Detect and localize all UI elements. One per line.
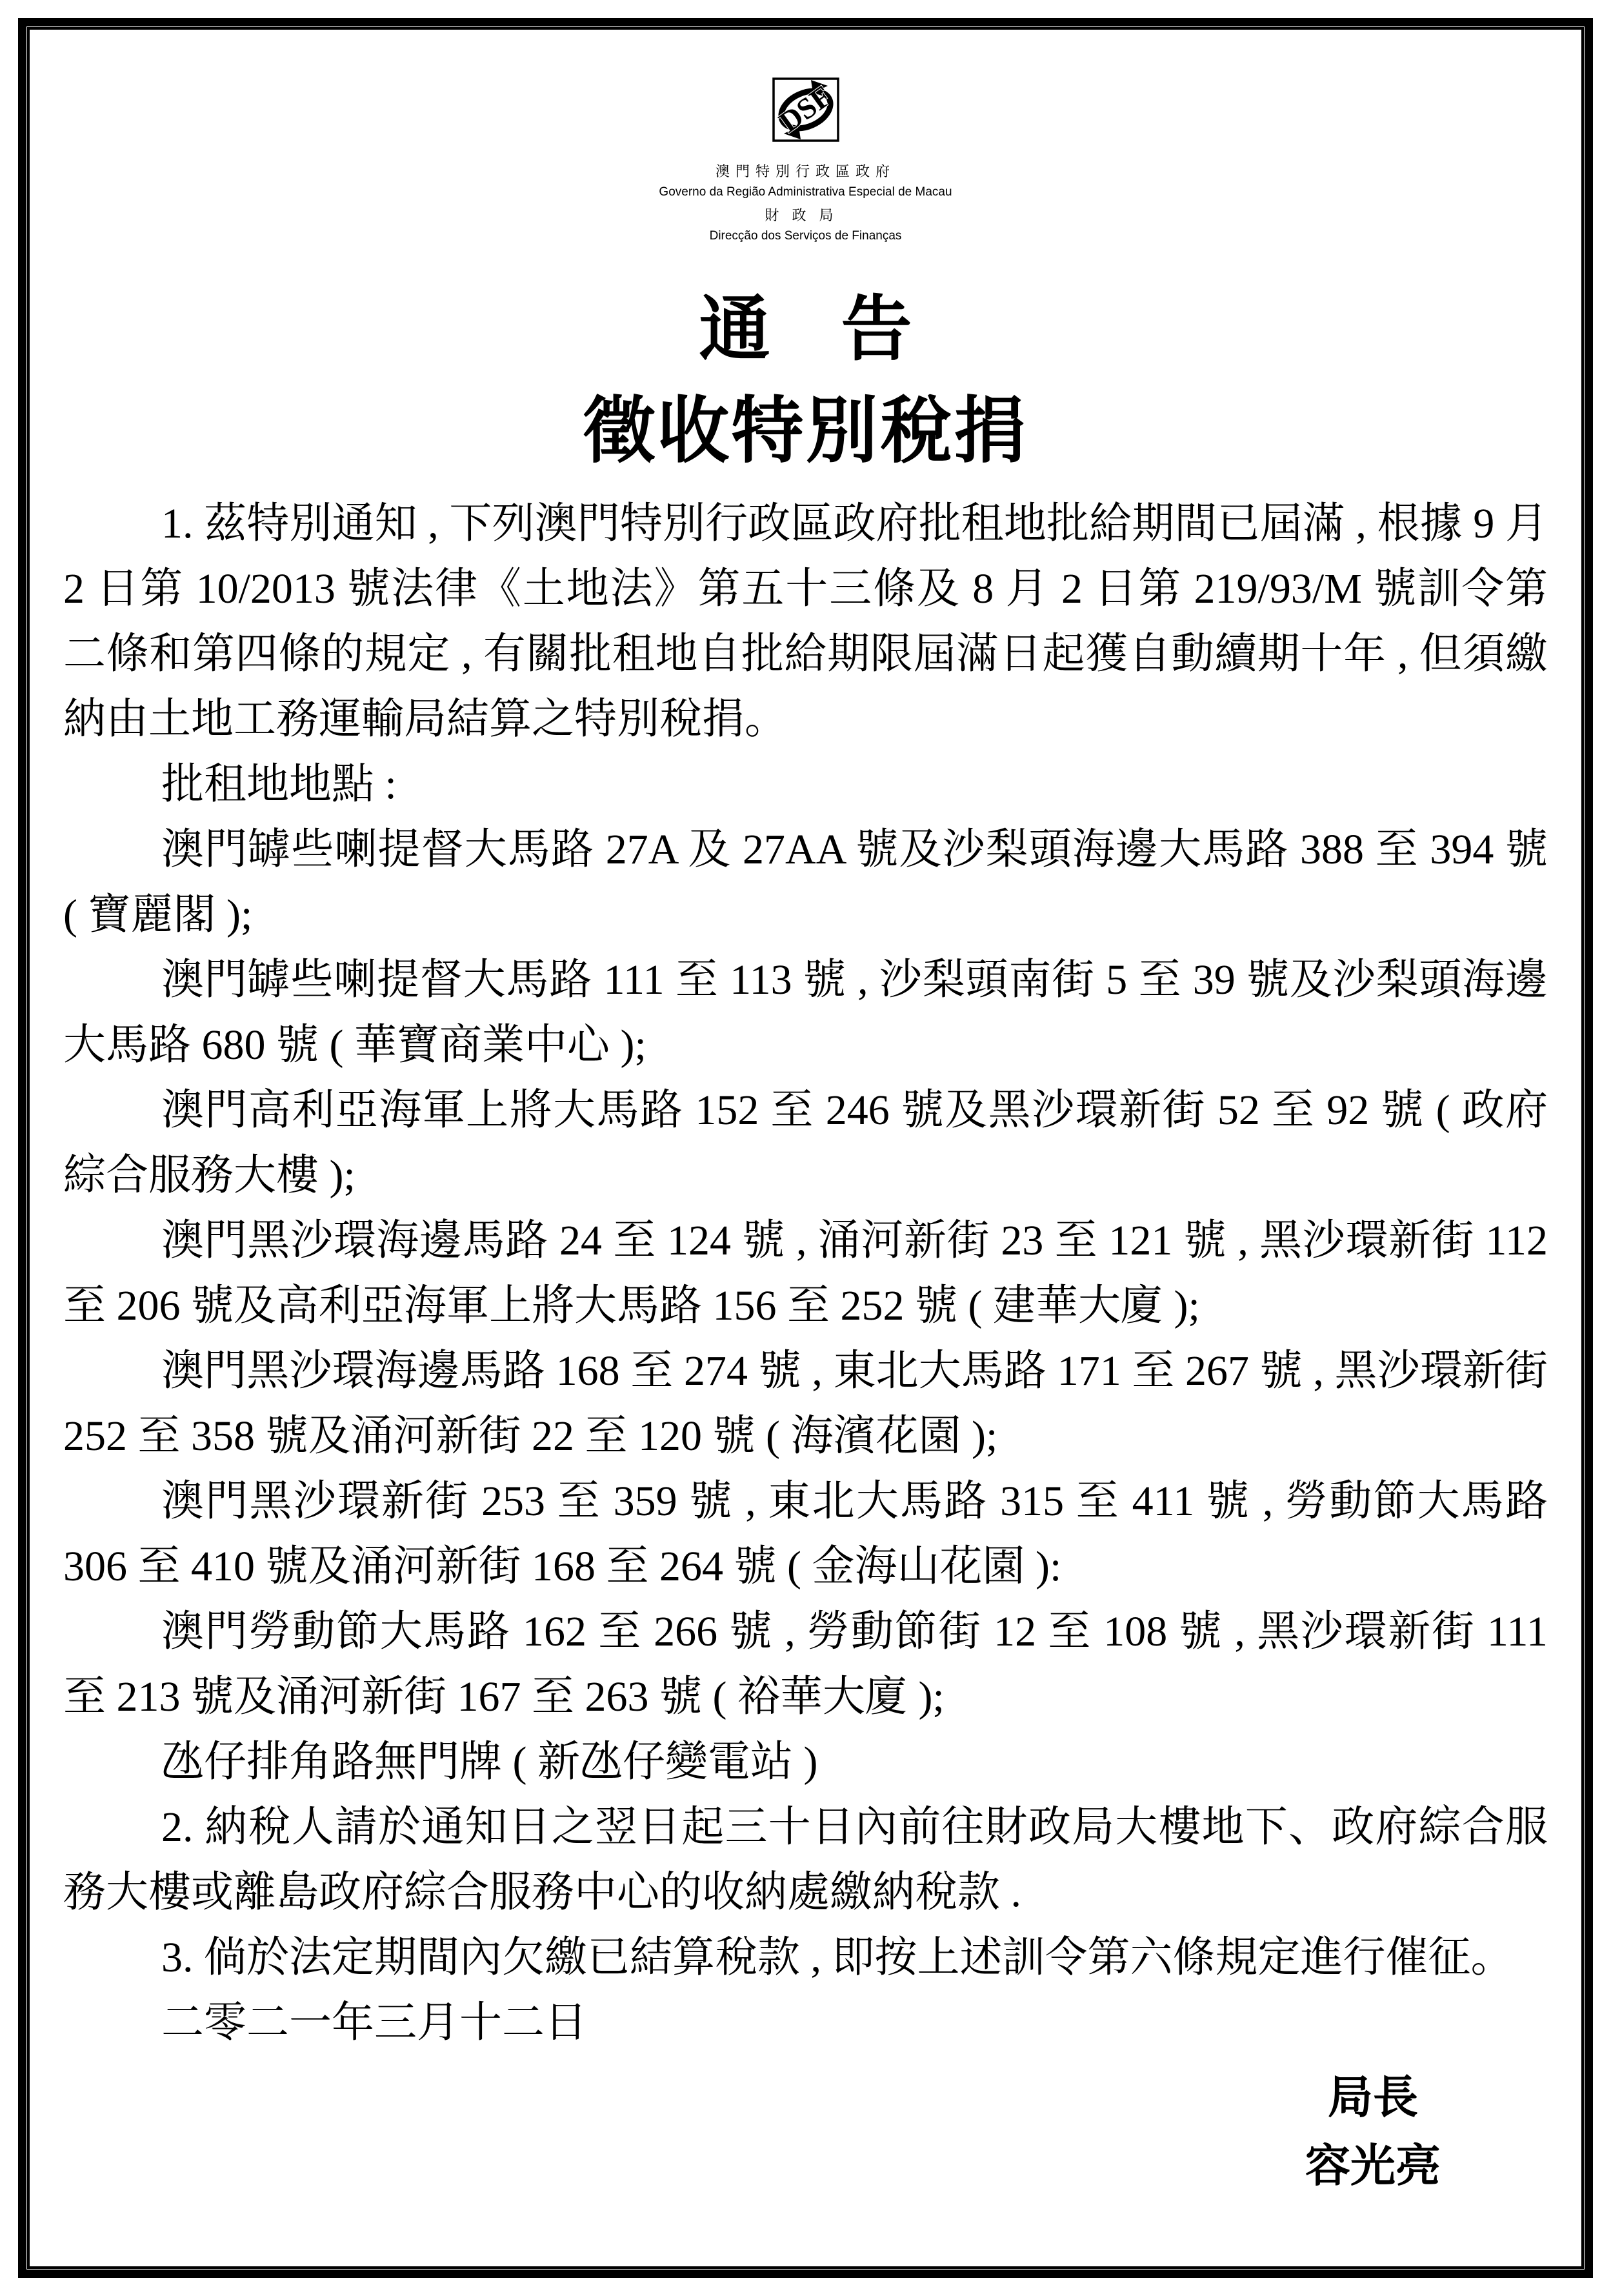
notice-subtitle: 徵收特別稅捐 [583, 390, 1028, 471]
government-name-chinese: 澳門特別行政區政府 [715, 163, 896, 179]
body-paragraph: 澳門高利亞海軍上將大馬路 152 至 246 號及黑沙環新街 52 至 92 號 ( 政府綜合服務大樓 ); [63, 1087, 1548, 1199]
body-paragraph: 澳門黑沙環海邊馬路 24 至 124 號 , 涌河新街 23 至 121 號 , 黑沙環新街 112 至 206 號及高利亞海軍上將大馬路 156 至 252 號 ( 建華大廈 ); [63, 1217, 1548, 1329]
body-paragraph: 澳門罅些喇提督大馬路 27A 及 27AA 號及沙梨頭海邊大馬路 388 至 394 號 ( 寶麗閣 ); [63, 826, 1548, 938]
signature-block [1305, 2064, 1441, 2201]
notice-date: 二零二一年三月十二日 [161, 1999, 587, 2046]
body-paragraph: 氹仔排角路無門牌 ( 新氹仔變電站 ) [161, 1738, 818, 1786]
government-name-portuguese: Governo da Região Administrativa Especial de Macau [659, 185, 952, 199]
dsf-logo-icon [772, 77, 839, 142]
bureau-name-chinese: 財政局 [765, 207, 846, 223]
body-paragraph: 澳門黑沙環海邊馬路 168 至 274 號 , 東北大馬路 171 至 267 號 , 黑沙環新街 252 至 358 號及涌河新街 22 至 120 號 ( 海濱花園 ); [63, 1347, 1548, 1460]
body-paragraph: 3. 倘於法定期間內欠繳已結算稅款 , 即按上述訓令第六條規定進行催征。 [161, 1934, 1514, 1981]
notice-body [63, 491, 1548, 1990]
body-paragraph: 澳門罅些喇提督大馬路 111 至 113 號 , 沙梨頭南街 5 至 39 號及沙梨頭海邊大馬路 680 號 ( 華寶商業中心 ); [63, 956, 1548, 1069]
page-content [30, 30, 1581, 2266]
signer-name: 容光亮 [1305, 2142, 1441, 2191]
signer-title: 局長 [1328, 2073, 1418, 2123]
body-paragraph: 2. 納稅人請於通知日之翌日起三十日內前往財政局大樓地下、政府綜合服務大樓或離島政府綜合服務中心的收納處繳納稅款 . [63, 1804, 1548, 1916]
body-paragraph: 澳門勞動節大馬路 162 至 266 號 , 勞動節街 12 至 108 號 , 黑沙環新街 111 至 213 號及涌河新街 167 至 263 號 ( 裕華大廈 ); [63, 1608, 1548, 1720]
body-paragraph: 1. 茲特別通知 , 下列澳門特別行政區政府批租地批給期間已屆滿 , 根據 9 月 2 日第 10/2013 號法律《土地法》第五十三條及 8 月 2 日第 219/93/M 號訓令第二條和第四條的規定 , 有關批租地自批給期限屆滿日起獲自動續期十年 , 但須繳納由土地工務運輸局結算之特別稅捐。 [63, 500, 1548, 743]
letterhead [63, 77, 1548, 245]
dsf-logo-text: DSF [772, 79, 837, 139]
bureau-name-portuguese: Direcção dos Serviços de Finanças [709, 229, 902, 243]
body-paragraph: 批租地地點 : [161, 761, 397, 808]
notice-title: 通 告 [699, 290, 912, 369]
body-paragraph: 澳門黑沙環新街 253 至 359 號 , 東北大馬路 315 至 411 號 , 勞動節大馬路 306 至 410 號及涌河新街 168 至 264 號 ( 金海山花園 ): [63, 1478, 1548, 1590]
